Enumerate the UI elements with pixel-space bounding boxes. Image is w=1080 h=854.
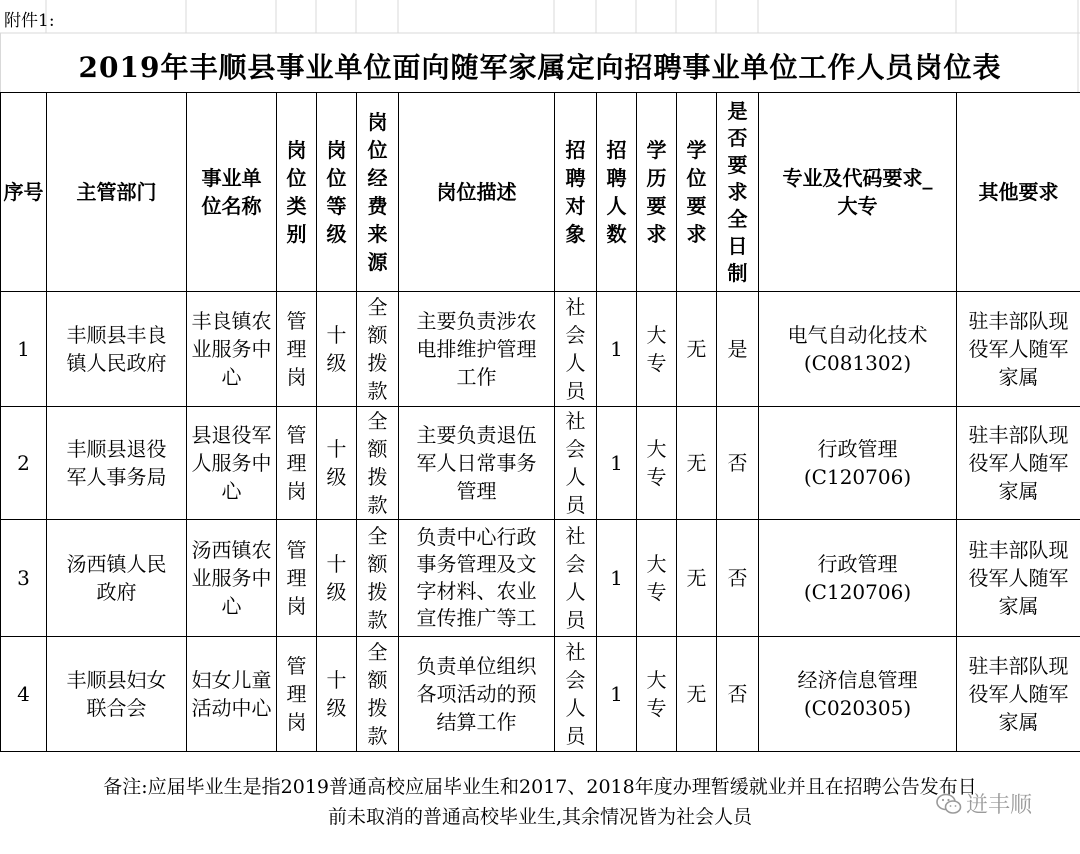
cell-count: 1 bbox=[597, 292, 637, 407]
major-name: 电气自动化技术 bbox=[787, 323, 928, 347]
column-header: 岗位经费来源 bbox=[357, 93, 399, 292]
column-header: 招聘人数 bbox=[597, 93, 637, 292]
cell-desc: 主要负责退伍军人日常事务管理 bbox=[399, 407, 555, 520]
cell-no: 4 bbox=[1, 637, 47, 752]
cell-fulltime: 否 bbox=[717, 407, 759, 520]
cell-level: 十级 bbox=[317, 637, 357, 752]
cell-no: 1 bbox=[1, 292, 47, 407]
cell-category: 管理岗 bbox=[277, 407, 317, 520]
column-header: 招聘对象 bbox=[555, 93, 597, 292]
cell-edu: 大专 bbox=[637, 520, 677, 637]
cell-count: 1 bbox=[597, 520, 637, 637]
cell-other: 驻丰部队现役军人随军家属 bbox=[957, 520, 1080, 637]
major-code: (C020305) bbox=[803, 696, 912, 720]
cell-level: 十级 bbox=[317, 520, 357, 637]
column-header: 主管部门 bbox=[47, 93, 187, 292]
column-header: 是否要求全日制 bbox=[717, 93, 759, 292]
cell-degree: 无 bbox=[677, 292, 717, 407]
column-header: 其他要求 bbox=[957, 93, 1080, 292]
table-row bbox=[1, 407, 1080, 520]
footnote-line-2: 前未取消的普通高校毕业生,其余情况皆为社会人员 bbox=[327, 806, 753, 828]
cell-major bbox=[759, 637, 957, 752]
column-header: 序号 bbox=[1, 93, 47, 292]
cell-target: 社会人员 bbox=[555, 520, 597, 637]
cell-desc: 负责中心行政事务管理及文字材料、农业宣传推广等工 bbox=[399, 520, 555, 637]
cell-target: 社会人员 bbox=[555, 292, 597, 407]
cell-desc: 主要负责涉农电排维护管理工作 bbox=[399, 292, 555, 407]
cell-dept: 丰顺县妇女联合会 bbox=[47, 637, 187, 752]
footnote bbox=[0, 772, 1080, 832]
cell-count: 1 bbox=[597, 637, 637, 752]
cell-edu: 大专 bbox=[637, 292, 677, 407]
attachment-label: 附件1: bbox=[4, 11, 55, 31]
cell-desc: 负责单位组织各项活动的预结算工作 bbox=[399, 637, 555, 752]
table-row bbox=[1, 520, 1080, 637]
cell-target: 社会人员 bbox=[555, 637, 597, 752]
table-row bbox=[1, 292, 1080, 407]
cell-fund: 全额拨款 bbox=[357, 407, 399, 520]
cell-category: 管理岗 bbox=[277, 637, 317, 752]
cell-fund: 全额拨款 bbox=[357, 637, 399, 752]
cell-no: 3 bbox=[1, 520, 47, 637]
cell-edu: 大专 bbox=[637, 637, 677, 752]
cell-major bbox=[759, 292, 957, 407]
cell-fund: 全额拨款 bbox=[357, 520, 399, 637]
table-row bbox=[1, 637, 1080, 752]
cell-level: 十级 bbox=[317, 407, 357, 520]
major-name: 行政管理 bbox=[817, 437, 898, 461]
column-header: 事业单位名称 bbox=[187, 93, 277, 292]
cell-other: 驻丰部队现役军人随军家属 bbox=[957, 292, 1080, 407]
cell-dept: 汤西镇人民政府 bbox=[47, 520, 187, 637]
cell-fulltime: 否 bbox=[717, 637, 759, 752]
cell-degree: 无 bbox=[677, 520, 717, 637]
column-header: 学位要求 bbox=[677, 93, 717, 292]
column-header: 专业及代码要求_大专 bbox=[759, 93, 957, 292]
table-header-row bbox=[1, 93, 1080, 292]
major-name: 行政管理 bbox=[817, 552, 898, 576]
cell-no: 2 bbox=[1, 407, 47, 520]
cell-dept: 丰顺县丰良镇人民政府 bbox=[47, 292, 187, 407]
cell-fulltime: 是 bbox=[717, 292, 759, 407]
cell-major bbox=[759, 520, 957, 637]
cell-unit: 妇女儿童活动中心 bbox=[187, 637, 277, 752]
cell-unit: 汤西镇农业服务中心 bbox=[187, 520, 277, 637]
column-header: 岗位类别 bbox=[277, 93, 317, 292]
cell-category: 管理岗 bbox=[277, 520, 317, 637]
cell-edu: 大专 bbox=[637, 407, 677, 520]
wechat-icon bbox=[936, 793, 962, 815]
major-code: (C120706) bbox=[803, 465, 912, 489]
cell-fund: 全额拨款 bbox=[357, 292, 399, 407]
cell-other: 驻丰部队现役军人随军家属 bbox=[957, 637, 1080, 752]
cell-target: 社会人员 bbox=[555, 407, 597, 520]
footnote-line-1: 备注:应届毕业生是指2019普通高校应届毕业生和2017、2018年度办理暂缓就业并且在招聘公告发布日 bbox=[103, 776, 977, 798]
positions-table bbox=[0, 92, 1080, 752]
cell-count: 1 bbox=[597, 407, 637, 520]
major-code: (C120706) bbox=[803, 580, 912, 604]
column-header: 岗位等级 bbox=[317, 93, 357, 292]
cell-major bbox=[759, 407, 957, 520]
watermark bbox=[936, 788, 1032, 819]
watermark-text: 迸丰顺 bbox=[966, 793, 1033, 818]
column-header: 岗位描述 bbox=[399, 93, 555, 292]
cell-unit: 县退役军人服务中心 bbox=[187, 407, 277, 520]
cell-other: 驻丰部队现役军人随军家属 bbox=[957, 407, 1080, 520]
page-title: 2019年丰顺县事业单位面向随军家属定向招聘事业单位工作人员岗位表 bbox=[78, 51, 1002, 84]
cell-degree: 无 bbox=[677, 637, 717, 752]
column-header: 学历要求 bbox=[637, 93, 677, 292]
cell-degree: 无 bbox=[677, 407, 717, 520]
cell-dept: 丰顺县退役军人事务局 bbox=[47, 407, 187, 520]
cell-level: 十级 bbox=[317, 292, 357, 407]
major-name: 经济信息管理 bbox=[797, 668, 918, 692]
cell-category: 管理岗 bbox=[277, 292, 317, 407]
cell-fulltime: 否 bbox=[717, 520, 759, 637]
major-code: (C081302) bbox=[803, 351, 912, 375]
cell-unit: 丰良镇农业服务中心 bbox=[187, 292, 277, 407]
